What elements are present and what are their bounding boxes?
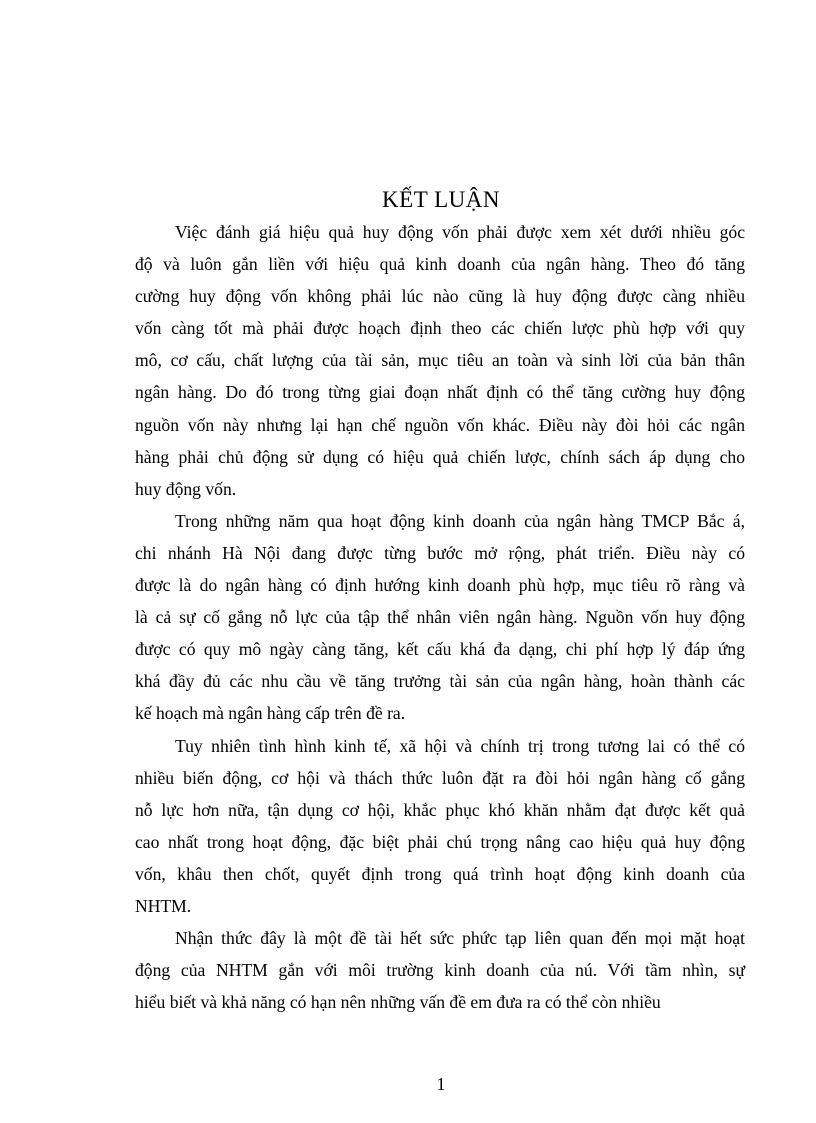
text-line: được là do ngân hàng có định hướng kinh doanh phù hợp, mục tiêu rõ ràng và (135, 575, 745, 596)
text-line: động của NHTM gắn với môi trường kinh doanh của nú. Với tầm nhìn, sự (135, 960, 745, 981)
document-body (135, 216, 745, 1018)
text-line: được có quy mô ngày càng tăng, kết cấu khá đa dạng, chi phí hợp lý đáp ứng (135, 639, 745, 660)
text-line: Tuy nhiên tình hình kinh tế, xã hội và chính trị trong tương lai có thể có (175, 735, 745, 756)
page-number: 1 (436, 1074, 446, 1094)
text-line: cường huy động vốn không phải lúc nào cũng là huy động được càng nhiều (135, 286, 745, 307)
text-line: huy động vốn. (135, 478, 237, 499)
text-line: hàng phải chủ động sử dụng có hiệu quả chiến lược, chính sách áp dụng cho (135, 446, 745, 467)
text-line: kế hoạch mà ngân hàng cấp trên đề ra. (135, 703, 406, 724)
text-line: Việc đánh giá hiệu quả huy động vốn phải được xem xét dưới nhiều góc (175, 222, 745, 242)
text-line: vốn, khâu then chốt, quyết định trong quá trình hoạt động kinh doanh của (135, 863, 745, 884)
paragraph (135, 922, 745, 1018)
text-line: Trong những năm qua hoạt động kinh doanh của ngân hàng TMCP Bắc á, (175, 510, 745, 531)
text-line: chi nhánh Hà Nội đang được từng bước mở rộng, phát triển. Điều này có (135, 542, 745, 563)
page-title: KẾT LUẬN (382, 187, 500, 213)
text-line: là cả sự cố gắng nỗ lực của tập thể nhân viên ngân hàng. Nguồn vốn huy động (135, 607, 745, 628)
text-line: vốn càng tốt mà phải được hoạch định theo các chiến lược phù hợp với quy (135, 318, 745, 339)
paragraph (135, 216, 745, 505)
text-line: Nhận thức đây là một đề tài hết sức phức tạp liên quan đến mọi mặt hoạt (175, 928, 745, 949)
text-line: hiểu biết và khả năng có hạn nên những vấn đề em đưa ra có thể còn nhiều (135, 992, 661, 1013)
paragraph (135, 505, 745, 730)
text-line: độ và luôn gắn liền với hiệu quả kinh doanh của ngân hàng. Theo đó tăng (135, 254, 745, 275)
text-line: nguồn vốn này nhưng lại hạn chế nguồn vốn khác. Điều này đòi hỏi các ngân (135, 414, 745, 435)
text-line: nỗ lực hơn nữa, tận dụng cơ hội, khắc phục khó khăn nhằm đạt được kết quả (135, 799, 745, 820)
text-line: khá đầy đủ các nhu cầu về tăng trưởng tài sản của ngân hàng, hoàn thành các (135, 671, 745, 692)
text-line: cao nhất trong hoạt động, đặc biệt phải chú trọng nâng cao hiệu quả huy động (135, 831, 745, 852)
text-line: nhiều biến động, cơ hội và thách thức luôn đặt ra đòi hỏi ngân hàng cố gắng (135, 767, 745, 788)
paragraph (135, 730, 745, 923)
text-line: NHTM. (135, 895, 192, 916)
text-line: mô, cơ cấu, chất lượng của tài sản, mục tiêu an toàn và sinh lời của bản thân (135, 350, 745, 371)
text-line: ngân hàng. Do đó trong từng giai đoạn nhất định có thể tăng cường huy động (135, 382, 745, 403)
